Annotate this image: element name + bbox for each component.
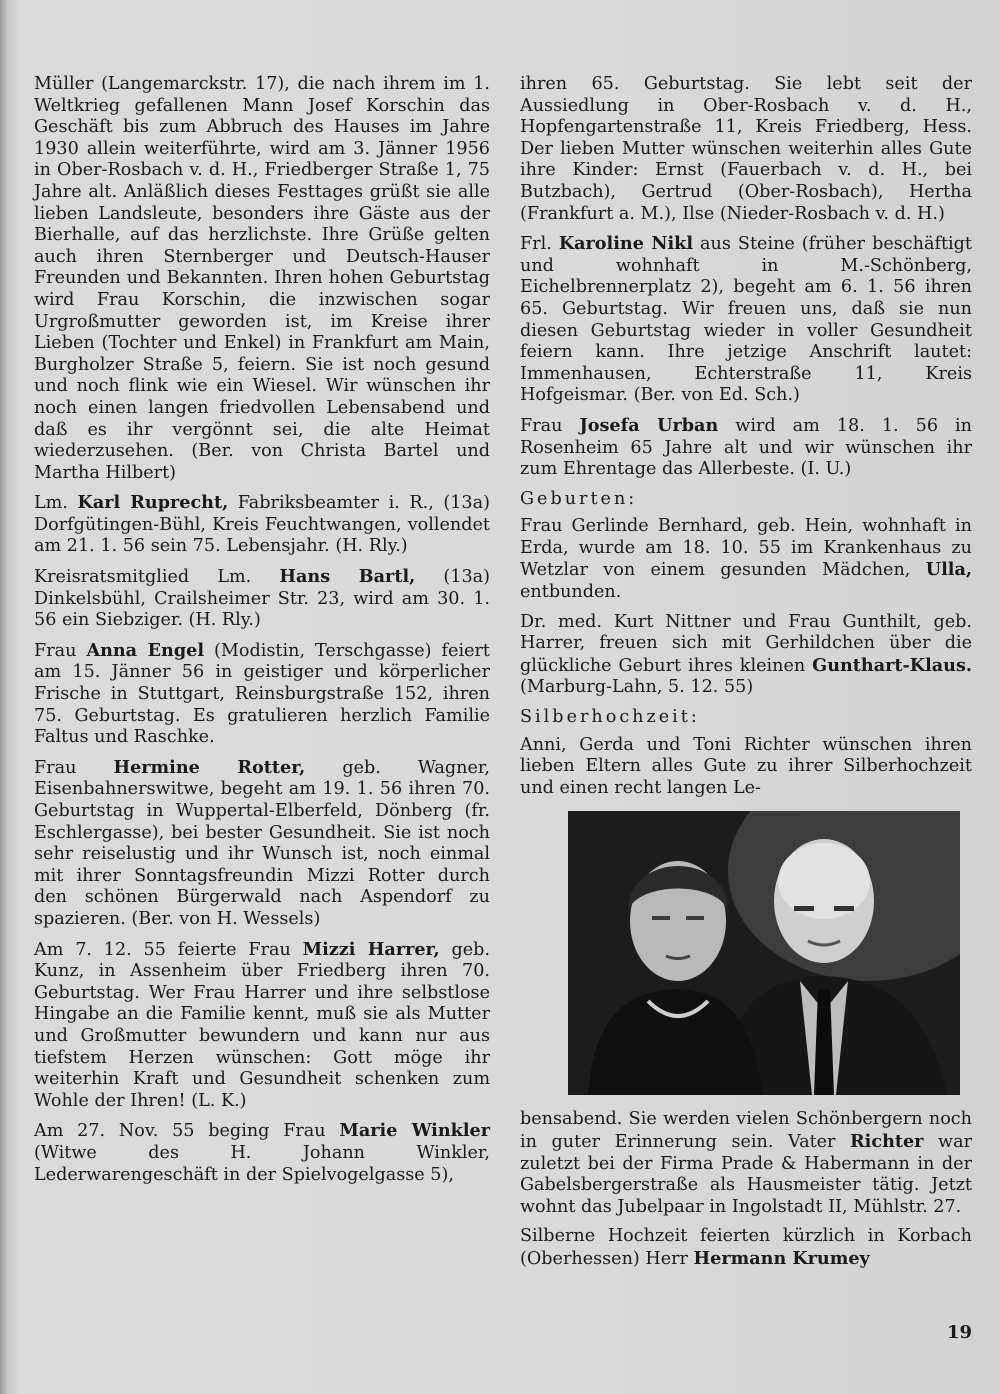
person-name: Hermann Krumey xyxy=(693,1247,870,1269)
person-name: Hermine Rotter, xyxy=(113,756,306,778)
text: war zuletzt bei der Firma Prade & Habermann in der Gabelsbergerstraße als Hausmeister tätig. Jetzt wohnt das Jubelpaar in Ingolstadt II, Mühlstr. 27. xyxy=(520,1132,972,1217)
text: Am 7. 12. 55 feierte Frau xyxy=(34,939,303,960)
entry-ruprecht xyxy=(34,492,490,558)
entry-winkler xyxy=(34,1120,490,1186)
entry-richter-cont xyxy=(520,1109,972,1218)
person-name: Anna Engel xyxy=(86,639,205,661)
entry-harrer xyxy=(34,939,490,1113)
text: Frau xyxy=(520,415,580,436)
person-name: Ulla, xyxy=(925,559,972,581)
text: Frau Gerlinde Bernhard, geb. Hein, wohnhaft in Erda, wurde am 18. 10. 55 im Krankenhaus zu Wetzlar von einem gesunden Mädchen, xyxy=(520,516,972,581)
text: aus Steine (früher beschäftigt und wohnhaft in M.-Schönberg, Eichelbrennerplatz 2), begeht am 6. 1. 56 ihren 65. Geburtstag. Wir freuen uns, daß sie nun diesen Geburtstag wieder in voller Gesundheit feiern kann. Ihre jetzige Anschrift lautet: Immenhausen, Echterstraße 11, Kreis Hofgeismar. (Ber. von Ed. Sch.) xyxy=(520,234,972,406)
entry-rotter xyxy=(34,757,490,931)
left-column xyxy=(34,74,490,1194)
text: Silberne Hochzeit feierten kürzlich in Korbach (Oberhessen) Herr xyxy=(520,1226,972,1269)
text: wird am 18. 1. 56 in Rosenheim 65 Jahre alt und wir wünschen ihr zum Ehrentage das Allerbeste. (I. U.) xyxy=(520,415,973,480)
text: bensabend. Sie werden vielen Schönbergern noch in guter Erinnerung sein. Vater xyxy=(520,1109,972,1152)
text: entbunden. xyxy=(520,582,622,603)
text: (Witwe des H. Johann Winkler, Lederwarengeschäft in der Spielvogelgasse 5), xyxy=(34,1142,490,1185)
text: (13a) Dinkelsbühl, Crailsheimer Str. 23, wird am 30. 1. 56 ein Siebziger. (H. Rly.) xyxy=(34,567,490,631)
person-name: Marie Winkler xyxy=(339,1120,490,1142)
text: Frau xyxy=(34,640,87,661)
couple-photo xyxy=(568,811,960,1095)
entry-bernhard xyxy=(520,516,972,603)
person-name: Karoline Nikl xyxy=(558,233,694,255)
text: (Marburg-Lahn, 5. 12. 55) xyxy=(520,677,754,698)
entry-nittner xyxy=(520,612,972,699)
heading-silver-wedding: Silberhochzeit: xyxy=(520,707,700,728)
text: Kreisratsmitglied Lm. xyxy=(34,567,280,588)
entry-engel xyxy=(34,640,490,749)
text: (Modistin, Terschgasse) feiert am 15. Jänner 56 in geistiger und körperlicher Frische in Stuttgart, Reinsburgstraße 152, ihren 75. Geburtstag. Es gratulieren herzlich Familie Faltus und Raschke. xyxy=(34,640,490,748)
entry-richter: Anni, Gerda und Toni Richter wünschen ihren lieben Eltern alles Gute zu ihrer Silberhochzeit und einen recht langen Le- xyxy=(520,734,972,798)
text: Am 27. Nov. 55 beging Frau xyxy=(34,1121,340,1142)
text: Fabriksbeamter i. R., (13a) Dorfgütingen-Bühl, Kreis Feuchtwangen, vollendet am 21. 1. 56 sein 75. Lebensjahr. (H. Rly.) xyxy=(34,493,490,557)
heading-births: Geburten: xyxy=(520,488,638,509)
text: Frau xyxy=(34,757,114,778)
person-name: Josefa Urban xyxy=(579,414,719,436)
entry-krumey xyxy=(520,1226,972,1270)
person-name: Hans Bartl, xyxy=(279,566,416,588)
text: Frl. xyxy=(520,234,559,255)
text: geb. Wagner, Eisenbahnerswitwe, begeht am 19. 1. 56 ihren 70. Geburtstag in Wuppertal-Elberfeld, Dönberg (fr. Eschlergasse), bei bester Gesundheit. Sie ist noch sehr reiselustig und ihr Wunsch ist, noch einmal mit ihrer Sonntagsfreundin Mizzi Rotter durch den schönen Bürgerwald nach Aspendorf zu spazieren. (Ber. von H. Wessels) xyxy=(34,757,490,929)
text: Lm. xyxy=(34,493,78,514)
entry-nikl xyxy=(520,233,972,407)
text: Dr. med. Kurt Nittner und Frau Gunthilt, geb. Harrer, freuen sich mit Gerhildchen über die glückliche Geburt ihres kleinen xyxy=(520,611,972,676)
person-name: Mizzi Harrer, xyxy=(302,938,440,960)
couple-photo-drawing xyxy=(568,811,960,1095)
person-name: Gunthart-Klaus. xyxy=(812,654,972,676)
person-name: Karl Ruprecht, xyxy=(77,492,229,514)
entry-bartl xyxy=(34,566,490,632)
entry-korschin: Müller (Langemarckstr. 17), die nach ihrem im 1. Weltkrieg gefallenen Mann Josef Korschin das Geschäft bis zum Abbruch des Hauses im Jahre 1930 allein weiterführte, wird am 3. Jänner 1956 in Ober-Rosbach v. d. H., Friedberger Straße 1, 75 Jahre alt. Anläßlich dieses Festtages grüßt sie alle lieben Landsleute, besonders ihre Gäste aus der Bierhalle, auf das herzlichste. Ihre Grüße gelten auch ihren Sternberger und Deutsch-Hauser Freunden und Bekannten. Ihren hohen Geburtstag wird Frau Korschin, die inzwischen sogar Urgroßmutter geworden ist, im Kreise ihrer Lieben (Tochter und Enkel) in Frankfurt am Main, Burgholzer Straße 5, feiern. Sie ist noch gesund und noch flink wie ein Wiesel. Wir wünschen ihr noch einen langen friedvollen Lebensabend und daß es ihr vergönnt sei, die alte Heimat wiederzusehen. (Ber. von Christa Bartel und Martha Hilbert) xyxy=(34,74,490,483)
entry-urban xyxy=(520,415,972,481)
right-column xyxy=(520,74,972,1279)
page-number: 19 xyxy=(946,1322,972,1343)
person-name: Richter xyxy=(850,1131,924,1152)
entry-winkler-cont: ihren 65. Geburtstag. Sie lebt seit der Aussiedlung in Ober-Rosbach v. d. H., Hopfengartenstraße 11, Kreis Friedberg, Hess. Der lieben Mutter wünschen weiterhin alles Gute ihre Kinder: Ernst (Fauerbach v. d. H., bei Butzbach), Gertrud (Ober-Rosbach), Hertha (Frankfurt a. M.), Ilse (Nieder-Rosbach v. d. H.) xyxy=(520,74,972,224)
text: geb. Kunz, in Assenheim über Friedberg ihren 70. Geburtstag. Wer Frau Harrer und ihre selbstlose Hingabe an die Familie kennt, muß sie als Mutter und Großmutter bewundern und kann nur aus tiefstem Herzen wünschen: Gott möge ihr weiterhin Kraft und Gesundheit schenken zum Wohle der Ihren! (L. K.) xyxy=(34,939,491,1111)
